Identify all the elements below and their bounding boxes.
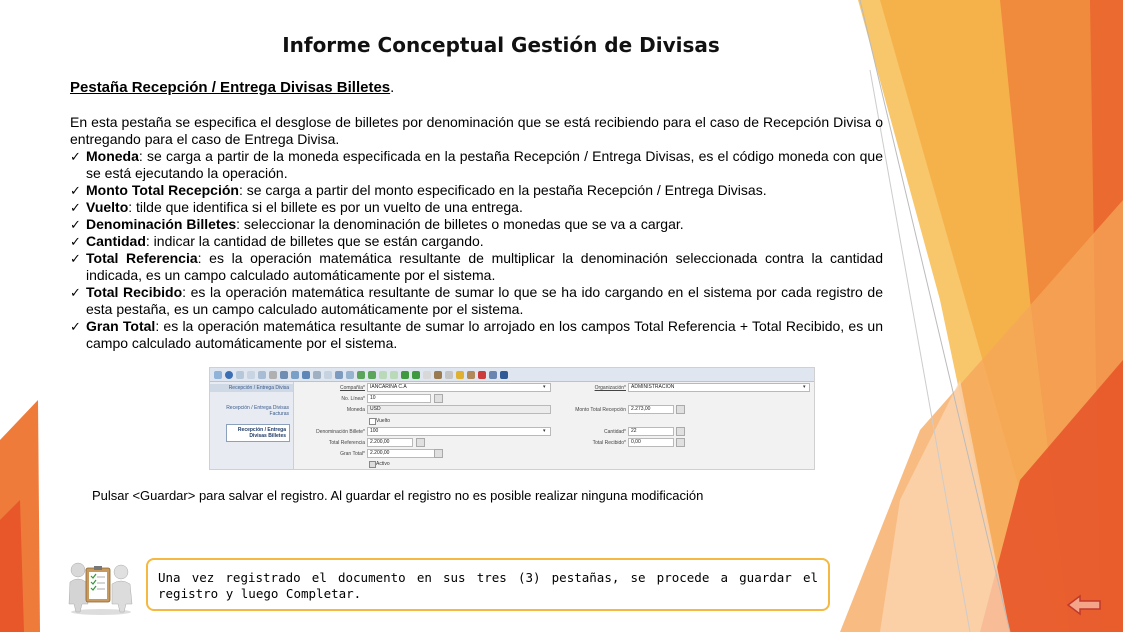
calculator-icon[interactable] [676,438,685,447]
calculator-icon[interactable] [434,449,443,458]
chat-icon[interactable] [324,371,332,379]
total-recibido-input: 0,00 [628,438,674,447]
first-record-icon[interactable] [357,371,365,379]
bullet-item [70,148,883,182]
checkmark-icon: ✓ [70,200,81,215]
calculator-icon[interactable] [676,427,685,436]
compania-dropdown-icon[interactable]: ▾ [543,384,546,390]
bullet-term: Moneda [86,148,139,164]
history-icon[interactable] [346,371,354,379]
moneda-label: Moneda [346,407,365,413]
compania-label: Compañía* [339,385,365,391]
refresh-icon[interactable] [291,371,299,379]
denominacion-label: Denominación Billete* [316,429,365,435]
lock-icon[interactable] [456,371,464,379]
new-record-icon[interactable] [247,371,255,379]
compania-select[interactable]: IANCARINA C.A [367,383,551,392]
bullet-term: Monto Total Recepción [86,182,239,198]
tab-recepcion-entrega-divisa[interactable]: Recepción / Entrega Divisa [210,384,293,392]
bullet-item [70,199,883,216]
checkmark-icon: ✓ [70,285,81,300]
save-icon[interactable] [280,371,288,379]
print-icon[interactable] [445,371,453,379]
organizacion-select[interactable]: ADMINISTRACION [628,383,810,392]
copy-icon[interactable] [258,371,266,379]
slide-title: Informe Conceptual Gestión de Divisas [282,33,720,57]
delete-icon[interactable] [269,371,277,379]
no-linea-label: No. Línea* [341,396,365,402]
bullet-text: : es la operación matemática resultante de sumar lo arrojado en los campos Total Referencia + Total Recibido, es un campo calculado automáticamente por el sistema. [86,318,883,351]
cantidad-input[interactable]: 22 [628,427,674,436]
help-icon[interactable] [225,371,233,379]
last-record-icon[interactable] [390,371,398,379]
bullet-term: Denominación Billetes [86,216,237,232]
form-screenshot [209,367,815,470]
bullet-term: Total Referencia [86,250,198,266]
workflow-icon[interactable] [478,371,486,379]
gran-total-label: Gran Total* [340,451,365,457]
save-instruction: Pulsar <Guardar> para salvar el registro. Al guardar el registro no es posible realizar ninguna modificación [92,488,704,503]
undo-icon[interactable] [236,371,244,379]
bullet-text: : seleccionar la denominación de billetes o monedas que se va a cargar. [236,216,684,232]
checkmark-icon: ✓ [70,149,81,164]
grid-icon[interactable] [335,371,343,379]
bullet-term: Gran Total [86,318,156,334]
organizacion-label: Organización* [594,385,626,391]
tab-recepcion-entrega-divisas-billetes[interactable]: Recepción / Entrega Divisas Billetes [226,424,290,442]
previous-record-icon[interactable] [368,371,376,379]
denominacion-dropdown-icon[interactable]: ▾ [543,428,546,434]
checkmark-icon: ✓ [70,319,81,334]
bullet-item [70,182,883,199]
parent-record-icon[interactable] [401,371,409,379]
bullet-item [70,216,883,233]
bullet-item [70,318,883,352]
intro-paragraph: En esta pestaña se especifica el desglose de billetes por denominación que se está recibiendo para el caso de Recepción Divisa o entregando para el caso de Entrega Divisa. [70,114,883,147]
archive-icon[interactable] [434,371,442,379]
clipboard-figure-icon [66,560,136,615]
back-icon[interactable] [214,371,222,379]
zoom-icon[interactable] [467,371,475,379]
bullet-text: : tilde que identifica si el billete es por un vuelto de una entrega. [128,199,523,215]
attachment-icon[interactable] [313,371,321,379]
field-description-list [70,148,883,352]
calculator-icon[interactable] [676,405,685,414]
bullet-item [70,250,883,284]
form-toolbar [210,368,814,382]
monto-total-label: Monto Total Recepción [575,407,626,413]
calculator-icon[interactable] [416,438,425,447]
vuelto-checkbox[interactable] [369,418,376,425]
monto-total-input: 2.273,00 [628,405,674,414]
denominacion-select[interactable]: 100 [367,427,551,436]
checkmark-icon: ✓ [70,217,81,232]
no-linea-input[interactable]: 10 [367,394,431,403]
back-arrow-icon[interactable] [1066,594,1102,616]
find-icon[interactable] [302,371,310,379]
process-icon[interactable] [489,371,497,379]
checkmark-icon: ✓ [70,234,81,249]
bullet-term: Total Recibido [86,284,183,300]
bullet-term: Vuelto [86,199,129,215]
tab-recepcion-entrega-divisas-facturas[interactable]: Recepción / Entrega Divisas Facturas [226,405,289,417]
bullet-item [70,233,883,250]
report-icon[interactable] [423,371,431,379]
bullet-text: : es la operación matemática resultante de sumar lo que se ha ido cargando en el sistema por cada registro de esta pestaña, es un campo calculado automáticamente por el sistema. [86,284,883,317]
moneda-input: USD [367,405,551,414]
vuelto-label: Vuelto [376,418,390,424]
form-tab-panel [210,382,294,469]
bullet-text: : se carga a partir de la moneda especificada en la pestaña Recepción / Entrega Divisas, es el código moneda con que se está ejecutando la operación. [86,148,883,181]
calculator-icon[interactable] [434,394,443,403]
bullet-text: : indicar la cantidad de billetes que se están cargando. [145,233,484,249]
total-recibido-label: Total Recibido* [592,440,626,446]
next-record-icon[interactable] [379,371,387,379]
bullet-term: Cantidad [86,233,146,249]
organizacion-dropdown-icon[interactable]: ▾ [803,384,806,390]
section-subtitle-suffix: . [390,79,395,96]
section-subtitle [70,79,394,96]
close-window-icon[interactable] [500,371,508,379]
completion-callout: Una vez registrado el documento en sus tres (3) pestañas, se procede a guardar el registro y luego Completar. [146,558,830,611]
section-subtitle-text: Pestaña Recepción / Entrega Divisas Billetes [70,79,391,96]
bullet-text: : se carga a partir del monto especificado en la pestaña Recepción / Entrega Divisas. [238,182,767,198]
gran-total-input: 2.200,00 [367,449,441,458]
activo-checkbox[interactable] [369,461,376,468]
activo-label: Activo [376,461,390,467]
checkmark-icon: ✓ [70,251,81,266]
bullet-text: : es la operación matemática resultante de multiplicar la denominación seleccionada contra la cantidad indicada, es un campo calculado automáticamente por el sistema. [86,250,883,283]
total-referencia-input: 2.200,00 [367,438,413,447]
cantidad-label: Cantidad* [604,429,626,435]
total-referencia-label: Total Referencia [328,440,365,446]
detail-record-icon[interactable] [412,371,420,379]
bullet-item [70,284,883,318]
checkmark-icon: ✓ [70,183,81,198]
